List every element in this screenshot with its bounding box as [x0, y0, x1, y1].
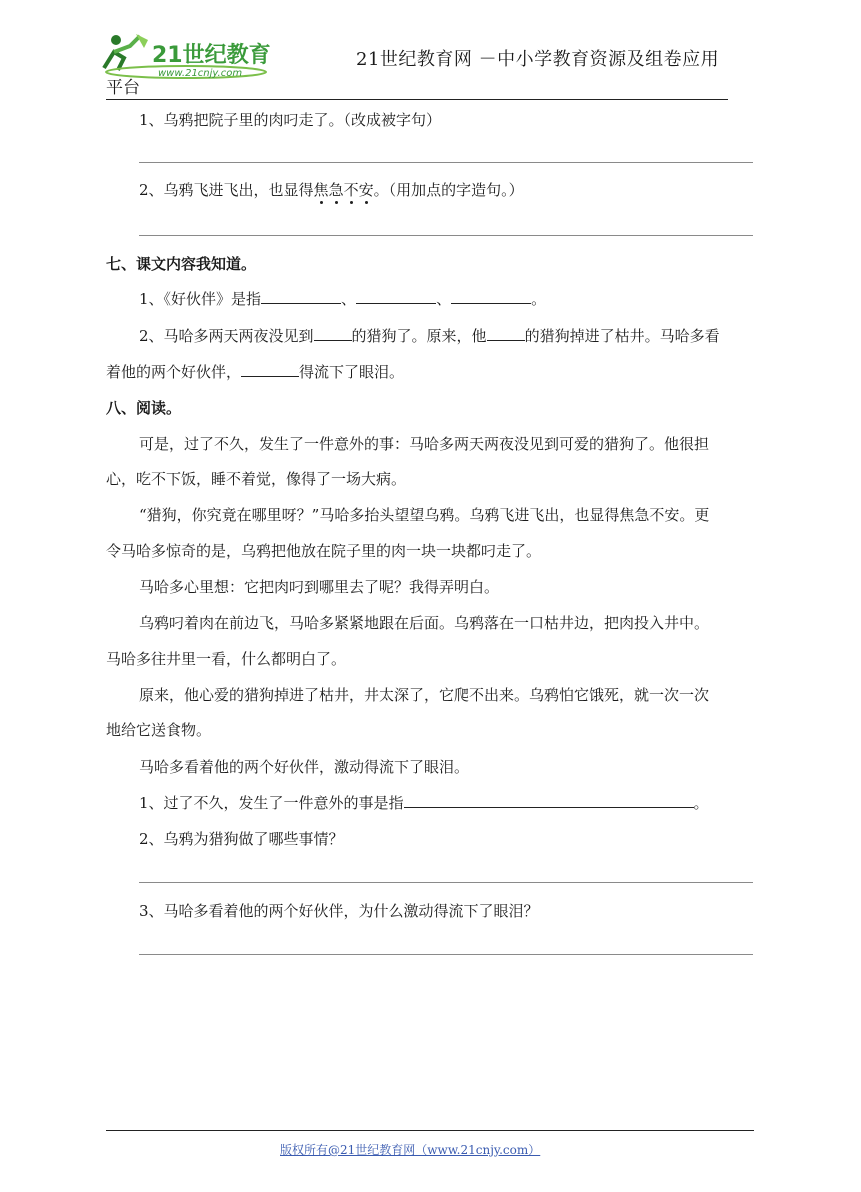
copyright-link[interactable]: 版权所有@21世纪教育网（www.21cnjy.com）: [280, 1143, 541, 1157]
footer-rule: [106, 1130, 754, 1131]
header-title-continued: 平台: [106, 78, 140, 98]
reading-paragraph: 原来，他心爱的猎狗掉进了枯井，井太深了，它爬不出来。乌鸦怕它饿死，就一次一次: [139, 686, 710, 704]
fill-blank[interactable]: [487, 326, 525, 341]
question-6-2-suffix: 。（用加点的字造句。）: [373, 181, 524, 199]
reading-paragraph: “猎狗，你究竟在哪里呀？”马哈多抬头望望乌鸦。乌鸦飞进飞出，也显得焦急不安。更: [139, 506, 710, 524]
question-7-1-prefix: 1、《好伙伴》是指: [139, 290, 262, 308]
question-8-2: 2、乌鸦为猎狗做了哪些事情？: [139, 830, 344, 848]
period: 。: [531, 290, 547, 308]
dotted-char: 安: [358, 181, 374, 199]
dotted-char: 急: [328, 181, 344, 199]
question-7-2-line-1: [139, 326, 720, 346]
reading-paragraph: 乌鸦叼着肉在前边飞，马哈多紧紧地跟在后面。乌鸦落在一口枯井边，把肉投入井中。: [139, 614, 710, 632]
question-6-2: [139, 180, 524, 200]
question-7-2-part: 2、马哈多两天两夜没见到: [139, 327, 314, 345]
question-6-1: 1、乌鸦把院子里的肉叼走了。（改成被字句）: [139, 111, 442, 129]
fill-blank[interactable]: [451, 289, 531, 304]
question-8-1-prefix: 1、过了不久，发生了一件意外的事是指: [139, 794, 404, 812]
dotted-char: 焦: [313, 181, 329, 199]
fill-blank[interactable]: [261, 289, 341, 304]
answer-line[interactable]: [139, 954, 753, 955]
answer-line[interactable]: [139, 882, 753, 883]
question-8-1: [139, 793, 709, 813]
section-8-heading: 八、阅读。: [106, 399, 182, 417]
header-title: 21世纪教育网 －中小学教育资源及组卷应用: [356, 49, 720, 70]
reading-paragraph: 令马哈多惊奇的是，乌鸦把他放在院子里的肉一块一块都叼走了。: [106, 542, 542, 560]
reading-paragraph: 马哈多心里想：它把肉叼到哪里去了呢？我得弄明白。: [139, 578, 500, 596]
section-7-heading: 七、课文内容我知道。: [106, 255, 257, 273]
period: 。: [693, 794, 709, 812]
question-6-2-prefix: 2、乌鸦飞进飞出，也显得: [139, 181, 314, 199]
question-7-1: [139, 289, 546, 309]
fill-blank[interactable]: [314, 326, 352, 341]
question-7-2-part: 的猎狗了。原来，他: [351, 327, 487, 345]
logo-text: 21世纪教育: [152, 43, 271, 68]
question-7-2-part: 着他的两个好伙伴，: [106, 363, 242, 381]
answer-line[interactable]: [139, 235, 753, 236]
header-rule: [106, 99, 728, 100]
question-7-2-part: 得流下了眼泪。: [299, 363, 405, 381]
fill-blank[interactable]: [356, 289, 436, 304]
footer-copyright[interactable]: [280, 1140, 540, 1160]
dotted-char: 不: [343, 181, 359, 199]
reading-paragraph: 地给它送食物。: [106, 721, 212, 739]
reading-paragraph: 马哈多看着他的两个好伙伴，激动得流下了眼泪。: [139, 758, 470, 776]
reading-paragraph: 可是，过了不久，发生了一件意外的事：马哈多两天两夜没见到可爱的猎狗了。他很担: [139, 435, 710, 453]
answer-line[interactable]: [139, 162, 753, 163]
separator: 、: [341, 290, 357, 308]
question-7-2-part: 的猎狗掉进了枯井。马哈多看: [524, 327, 720, 345]
logo-url: www.21cnjy.com: [158, 68, 243, 79]
fill-blank[interactable]: [241, 362, 299, 377]
question-8-3: 3、马哈多看着他的两个好伙伴，为什么激动得流下了眼泪？: [139, 902, 539, 920]
question-7-2-line-2: [106, 362, 404, 382]
fill-blank[interactable]: [404, 793, 694, 808]
separator: 、: [436, 290, 452, 308]
reading-paragraph: 心，吃不下饭，睡不着觉，像得了一场大病。: [106, 470, 407, 488]
reading-paragraph: 马哈多往井里一看，什么都明白了。: [106, 650, 347, 668]
